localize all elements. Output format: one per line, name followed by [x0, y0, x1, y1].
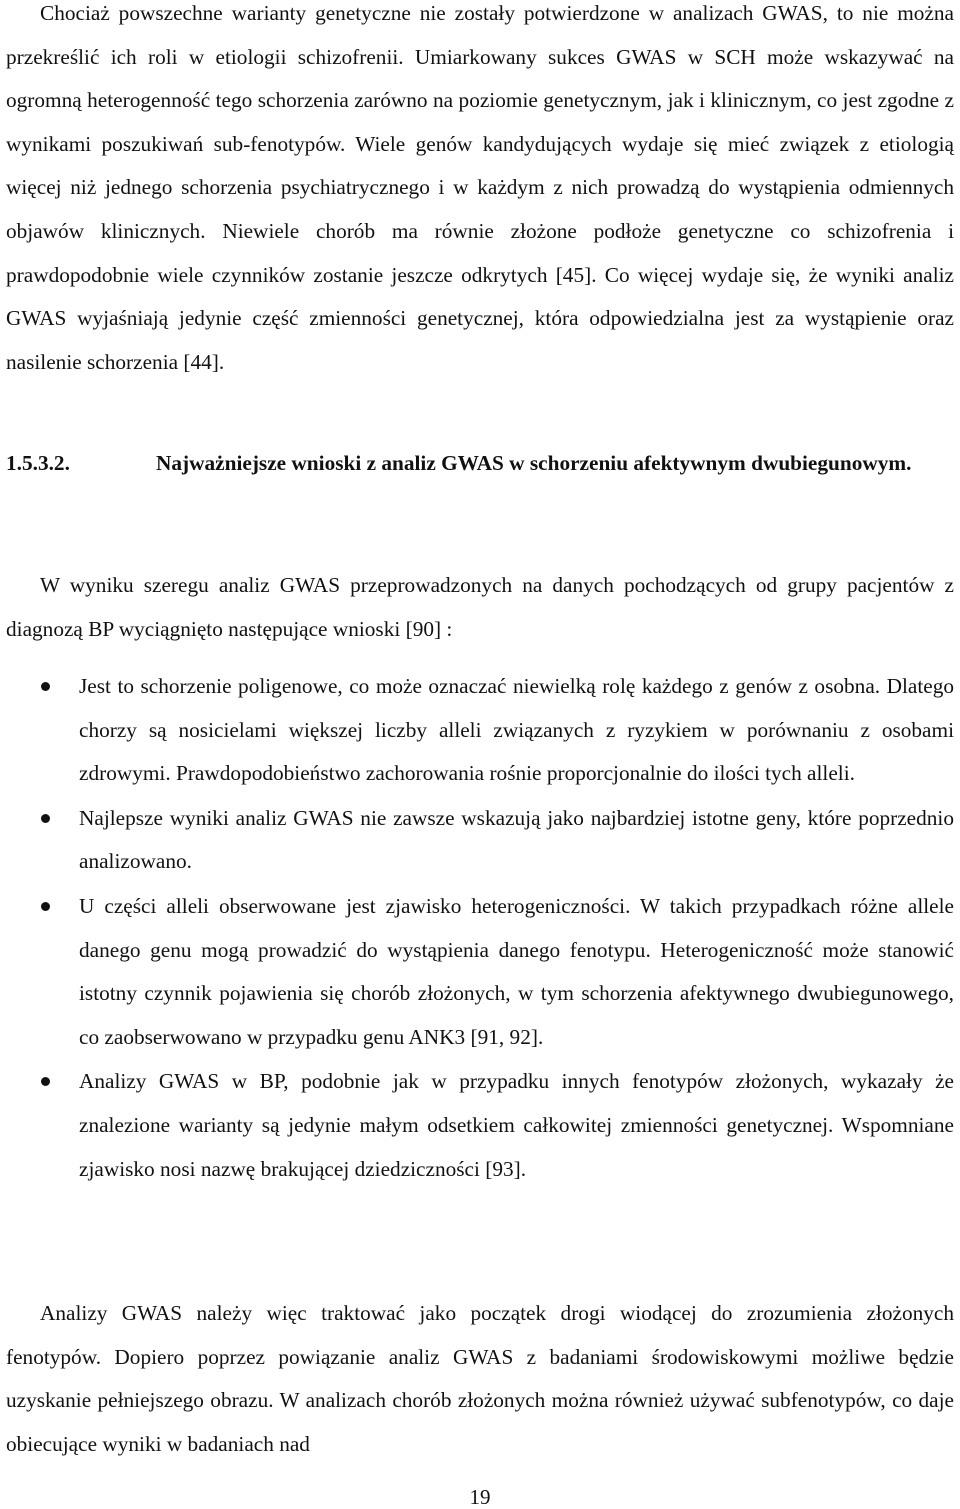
bullet-icon — [41, 682, 50, 691]
list-item — [6, 885, 954, 1059]
list-item-text: Najlepsze wyniki analiz GWAS nie zawsze wskazują jako najbardziej istotne geny, które poprzednio analizowano. — [79, 805, 954, 874]
page-number: 19 — [469, 1485, 491, 1509]
section-title: Najważniejsze wnioski z analiz GWAS w schorzeniu afektywnym dwubiegunowym. — [156, 451, 912, 475]
list-item-text: Jest to schorzenie poligenowe, co może oznaczać niewielką rolę każdego z genów z osobna. Dlatego chorzy są nosicielami większej liczby alleli związanych z ryzykiem w porównaniu z osobami zdrowymi. Prawdopodobieństwo zachorowania rośnie proporcjonalnie do ilości tych alleli. — [79, 674, 954, 786]
bullet-icon — [41, 902, 50, 911]
section-heading — [6, 449, 954, 477]
bullet-icon — [41, 814, 50, 823]
conclusions-list — [6, 665, 954, 1191]
body-paragraph-lead: W wyniku szeregu analiz GWAS przeprowadzonych na danych pochodzących od grupy pacjentów z diagnozą BP wyciągnięto następujące wnioski [90] : — [6, 573, 954, 641]
section-number: 1.5.3.2. — [6, 451, 70, 475]
list-item — [6, 797, 954, 884]
list-item — [6, 665, 954, 796]
list-item — [6, 1060, 954, 1191]
list-item-text: U części alleli obserwowane jest zjawisko heterogeniczności. W takich przypadkach różne allele danego genu mogą prowadzić do wystąpienia danego fenotypu. Heterogeniczność może stanowić istotny czynnik pojawienia się chorób złożonych, w tym schorzenia afektywnego dwubiegunowego, co zaobserwowano w przypadku genu ANK3 [91, 92]. — [79, 893, 954, 1049]
bullet-icon — [41, 1077, 50, 1086]
body-paragraph-closing: Analizy GWAS należy więc traktować jako początek drogi wiodącej do zrozumienia złożonych fenotypów. Dopiero poprzez powiązanie analiz GWAS z badaniami środowiskowymi możliwe będzie uzyskanie pełniejszego obrazu. W analizach chorób złożonych można również używać subfenotypów, co daje obiecujące wyniki w badaniach nad — [6, 1301, 954, 1456]
body-paragraph-intro: Chociaż powszechne warianty genetyczne nie zostały potwierdzone w analizach GWAS, to nie można przekreślić ich roli w etiologii schizofrenii. Umiarkowany sukces GWAS w SCH może wskazywać na ogromną heterogenność tego schorzenia zarówno na poziomie genetycznym, jak i klinicznym, co jest zgodne z wynikami poszukiwań sub-fenotypów. Wiele genów kandydujących wydaje się mieć związek z etiologią więcej niż jednego schorzenia psychiatrycznego i w każdym z nich prowadzą do wystąpienia odmiennych objawów klinicznych. Niewiele chorób ma równie złożone podłoże genetyczne co schizofrenia i prawdopodobnie wiele czynników zostanie jeszcze odkrytych [45]. Co więcej wydaje się, że wyniki analiz GWAS wyjaśniają jedynie część zmienności genetycznej, która odpowiedzialna jest za wystąpienie oraz nasilenie schorzenia [44]. — [6, 1, 954, 374]
list-item-text: Analizy GWAS w BP, podobnie jak w przypadku innych fenotypów złożonych, wykazały że znalezione warianty są jedynie małym odsetkiem całkowitej zmienności genetycznej. Wspomniane zjawisko nosi nazwę brakującej dziedziczności [93]. — [79, 1069, 954, 1181]
